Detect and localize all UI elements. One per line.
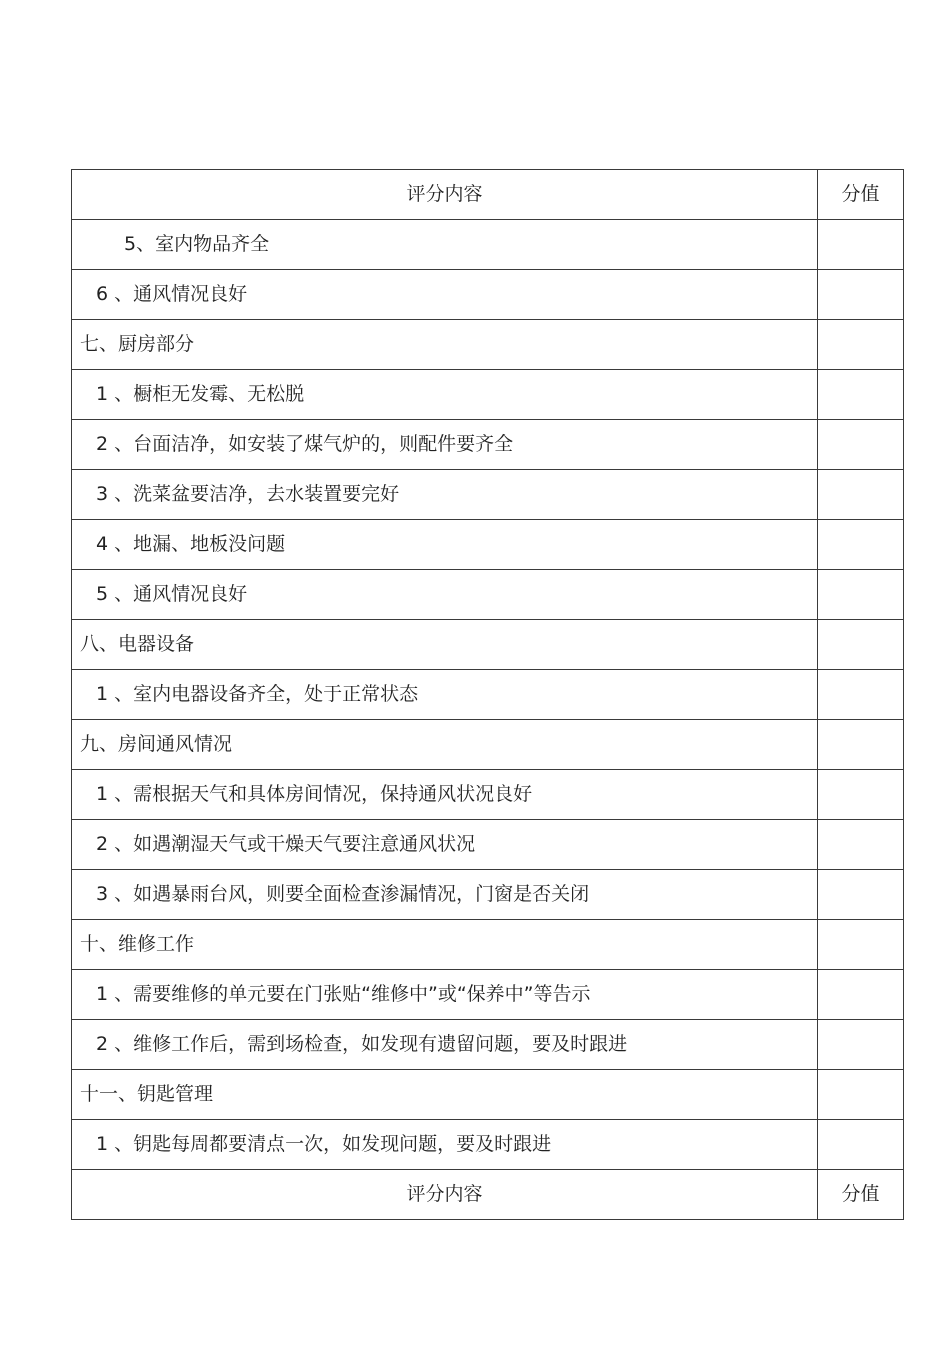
header-score-label: 分值: [841, 183, 880, 205]
content-cell: [72, 670, 818, 720]
criterion-text: 2 、台面洁净，如安装了煤气炉的，则配件要齐全: [96, 433, 514, 455]
criterion-text: 1 、需要维修的单元要在门张贴“维修中”或“保养中”等告示: [96, 983, 591, 1005]
footer-content-label: 评分内容: [406, 1183, 483, 1205]
section-row: [72, 320, 904, 370]
score-cell: [818, 970, 904, 1020]
item-row: [72, 220, 904, 270]
item-row: [72, 1120, 904, 1170]
item-row: [72, 570, 904, 620]
score-cell: [818, 1120, 904, 1170]
section-title: 七、厨房部分: [80, 333, 195, 355]
item-row: [72, 470, 904, 520]
content-cell: [72, 270, 818, 320]
section-title: 九、房间通风情况: [80, 733, 233, 755]
score-cell: [818, 370, 904, 420]
score-cell: [818, 320, 904, 370]
section-title: 八、电器设备: [80, 633, 195, 655]
content-cell: [72, 920, 818, 970]
section-row: [72, 1070, 904, 1120]
scoring-table-body: [72, 170, 904, 1220]
score-cell: [818, 720, 904, 770]
header-content-cell: [72, 170, 818, 220]
score-cell: [818, 770, 904, 820]
criterion-text: 3 、洗菜盆要洁净，去水装置要完好: [96, 483, 400, 505]
content-cell: [72, 870, 818, 920]
score-cell: [818, 220, 904, 270]
criterion-text: 2 、如遇潮湿天气或干燥天气要注意通风状况: [96, 833, 476, 855]
content-cell: [72, 520, 818, 570]
score-cell: [818, 1020, 904, 1070]
content-cell: [72, 1070, 818, 1120]
item-row: [72, 820, 904, 870]
content-cell: [72, 770, 818, 820]
scoring-table: [71, 169, 904, 1220]
criterion-text: 5、室内物品齐全: [124, 233, 270, 255]
content-cell: [72, 220, 818, 270]
content-cell: [72, 820, 818, 870]
criterion-text: 2 、维修工作后，需到场检查，如发现有遗留问题，要及时跟进: [96, 1033, 628, 1055]
content-cell: [72, 370, 818, 420]
criterion-text: 1 、橱柜无发霉、无松脱: [96, 383, 305, 405]
section-title: 十、维修工作: [80, 933, 195, 955]
item-row: [72, 420, 904, 470]
criterion-text: 5 、通风情况良好: [96, 583, 248, 605]
item-row: [72, 270, 904, 320]
section-row: [72, 720, 904, 770]
footer-score-cell: [818, 1170, 904, 1220]
score-cell: [818, 920, 904, 970]
content-cell: [72, 420, 818, 470]
score-cell: [818, 520, 904, 570]
section-title: 十一、钥匙管理: [80, 1083, 214, 1105]
criterion-text: 1 、钥匙每周都要清点一次，如发现问题，要及时跟进: [96, 1133, 552, 1155]
score-cell: [818, 270, 904, 320]
content-cell: [72, 620, 818, 670]
item-row: [72, 870, 904, 920]
score-cell: [818, 1070, 904, 1120]
footer-content-cell: [72, 1170, 818, 1220]
content-cell: [72, 720, 818, 770]
content-cell: [72, 970, 818, 1020]
score-cell: [818, 670, 904, 720]
content-cell: [72, 470, 818, 520]
content-cell: [72, 1120, 818, 1170]
item-row: [72, 770, 904, 820]
content-cell: [72, 320, 818, 370]
criterion-text: 4 、地漏、地板没问题: [96, 533, 286, 555]
item-row: [72, 370, 904, 420]
criterion-text: 1 、需根据天气和具体房间情况，保持通风状况良好: [96, 783, 533, 805]
score-cell: [818, 420, 904, 470]
table-header-row: [72, 170, 904, 220]
content-cell: [72, 570, 818, 620]
criterion-text: 6 、通风情况良好: [96, 283, 248, 305]
score-cell: [818, 470, 904, 520]
criterion-text: 1 、室内电器设备齐全，处于正常状态: [96, 683, 419, 705]
item-row: [72, 520, 904, 570]
footer-score-label: 分值: [841, 1183, 880, 1205]
item-row: [72, 1020, 904, 1070]
criterion-text: 3 、如遇暴雨台风，则要全面检查渗漏情况，门窗是否关闭: [96, 883, 590, 905]
score-cell: [818, 820, 904, 870]
item-row: [72, 670, 904, 720]
section-row: [72, 920, 904, 970]
header-score-cell: [818, 170, 904, 220]
table-footer-row: [72, 1170, 904, 1220]
score-cell: [818, 870, 904, 920]
score-cell: [818, 570, 904, 620]
content-cell: [72, 1020, 818, 1070]
header-content-label: 评分内容: [406, 183, 483, 205]
section-row: [72, 620, 904, 670]
score-cell: [818, 620, 904, 670]
item-row: [72, 970, 904, 1020]
